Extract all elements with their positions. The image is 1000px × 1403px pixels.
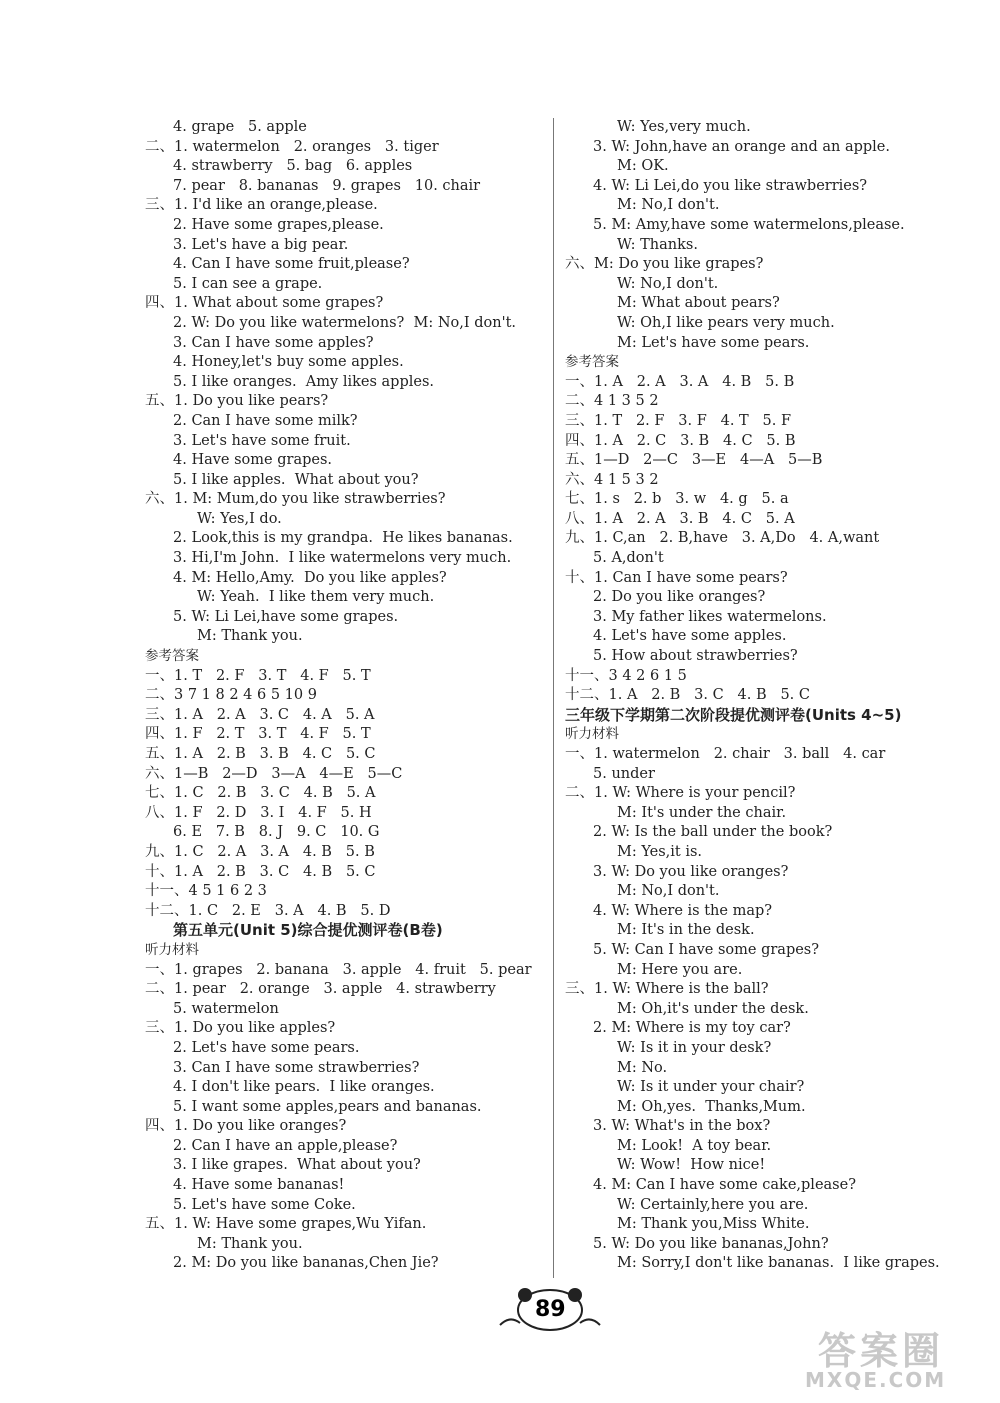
section-subheading: 参考答案 — [145, 648, 199, 665]
text-line: W: Wow! How nice! — [617, 1157, 766, 1174]
text-line: 三、1. T 2. F 3. F 4. T 5. F — [565, 412, 792, 429]
text-line: 6. E 7. B 8. J 9. C 10. G — [173, 824, 380, 841]
text-line: 十一、4 5 1 6 2 3 — [145, 883, 267, 900]
section-subheading: 听力材料 — [145, 941, 199, 958]
page-number: 89 — [535, 1297, 566, 1322]
text-line: 5. W: Do you like bananas,John? — [593, 1235, 829, 1252]
text-line: M: No,I don't. — [617, 197, 720, 214]
text-line: 5. under — [593, 765, 655, 782]
text-line: 八、1. F 2. D 3. I 4. F 5. H — [145, 804, 372, 821]
text-line: M: Oh,yes. Thanks,Mum. — [617, 1098, 806, 1115]
text-line: 二、3 7 1 8 2 4 6 5 10 9 — [145, 687, 317, 704]
text-line: W: Oh,I like pears very much. — [617, 314, 835, 331]
text-line: 四、1. A 2. C 3. B 4. C 5. B — [565, 432, 796, 449]
watermark-text-bottom: MXQE.COM — [805, 1368, 947, 1392]
text-line: W: Yes,I do. — [197, 510, 282, 527]
text-line: 2. Let's have some pears. — [173, 1039, 360, 1056]
text-line: 2. Can I have an apple,please? — [173, 1137, 398, 1154]
text-line: 5. W: Li Lei,have some grapes. — [173, 608, 399, 625]
text-line: 5. A,don't — [593, 550, 664, 567]
text-line: 5. W: Can I have some grapes? — [593, 941, 820, 958]
text-line: 2. Do you like oranges? — [593, 589, 766, 606]
text-line: 5. I like apples. What about you? — [173, 471, 419, 488]
text-line: M: Look! A toy bear. — [617, 1137, 772, 1154]
text-line: 十二、1. A 2. B 3. C 4. B 5. C — [565, 687, 810, 704]
text-line: 六、4 1 5 3 2 — [565, 471, 659, 488]
text-line: W: No,I don't. — [617, 275, 719, 292]
text-line: 5. I want some apples,pears and bananas. — [173, 1098, 482, 1115]
watermark-logo — [800, 1320, 985, 1395]
text-line: 七、1. C 2. B 3. C 4. B 5. A — [145, 785, 376, 802]
column-divider — [553, 118, 554, 1278]
text-line: 2. W: Is the ball under the book? — [593, 824, 833, 841]
text-line: 三、1. Do you like apples? — [145, 1020, 336, 1037]
text-line: 4. Honey,let's buy some apples. — [173, 354, 404, 371]
text-line: 3. W: John,have an orange and an apple. — [593, 138, 890, 155]
text-line: M: Let's have some pears. — [617, 334, 810, 351]
left-column — [145, 118, 540, 1274]
text-line: 4. W: Li Lei,do you like strawberries? — [593, 177, 868, 194]
text-line: 2. M: Where is my toy car? — [593, 1020, 791, 1037]
text-line: 5. M: Amy,have some watermelons,please. — [593, 216, 905, 233]
text-line: 六、1—B 2—D 3—A 4—E 5—C — [145, 765, 403, 782]
text-line: 4. W: Where is the map? — [593, 902, 773, 919]
text-line: 2. M: Do you like bananas,Chen Jie? — [173, 1255, 439, 1272]
text-line: 四、1. What about some grapes? — [145, 295, 384, 312]
text-line: 3. W: What's in the box? — [593, 1118, 771, 1135]
text-line: 十、1. Can I have some pears? — [565, 569, 788, 586]
section-subheading: 参考答案 — [565, 354, 619, 371]
text-line: M: Thank you,Miss White. — [617, 1216, 810, 1233]
text-line: W: Is it under your chair? — [617, 1079, 805, 1096]
text-line: M: Oh,it's under the desk. — [617, 1000, 809, 1017]
section-title: 三年级下学期第二次阶段提优测评卷(Units 4~5) — [565, 705, 902, 724]
text-line: 二、1. watermelon 2. oranges 3. tiger — [145, 138, 439, 155]
text-line: 一、1. A 2. A 3. A 4. B 5. B — [565, 373, 795, 390]
text-line: W: Thanks. — [617, 236, 698, 253]
text-line: 四、1. F 2. T 3. T 4. F 5. T — [145, 726, 371, 743]
text-line: 九、1. C,an 2. B,have 3. A,Do 4. A,want — [565, 530, 880, 547]
page-footer — [495, 1285, 605, 1335]
text-line: 八、1. A 2. A 3. B 4. C 5. A — [565, 510, 795, 527]
text-line: M: It's under the chair. — [617, 804, 787, 821]
text-line: 4. Have some bananas! — [173, 1177, 345, 1194]
right-column — [565, 118, 975, 1274]
text-line: 九、1. C 2. A 3. A 4. B 5. B — [145, 843, 375, 860]
text-line: 3. My father likes watermelons. — [593, 608, 827, 625]
text-line: W: Is it in your desk? — [617, 1039, 772, 1056]
text-line: 5. How about strawberries? — [593, 648, 798, 665]
text-line: 五、1. W: Have some grapes,Wu Yifan. — [145, 1216, 427, 1233]
text-line: 一、1. grapes 2. banana 3. apple 4. fruit 5. pear — [145, 961, 532, 978]
text-line: 5. watermelon — [173, 1000, 279, 1017]
watermark-text-top: 答案圈 — [818, 1329, 945, 1373]
text-line: 3. Can I have some strawberries? — [173, 1059, 420, 1076]
text-line: 十二、1. C 2. E 3. A 4. B 5. D — [145, 902, 391, 919]
text-line: 3. Hi,I'm John. I like watermelons very much. — [173, 550, 512, 567]
text-line: 5. I like oranges. Amy likes apples. — [173, 373, 434, 390]
text-line: M: Sorry,I don't like bananas. I like grapes. — [617, 1255, 940, 1272]
text-line: 十一、3 4 2 6 1 5 — [565, 667, 687, 684]
text-line: 4. grape 5. apple — [173, 119, 307, 135]
text-line: 二、4 1 3 5 2 — [565, 393, 659, 410]
text-line: 4. Have some grapes. — [173, 452, 332, 469]
text-line: 3. Let's have a big pear. — [173, 236, 349, 253]
text-line: 三、1. I'd like an orange,please. — [145, 197, 378, 214]
text-line: 3. W: Do you like oranges? — [593, 863, 789, 880]
text-line: 4. M: Hello,Amy. Do you like apples? — [173, 569, 447, 586]
text-line: W: Certainly,here you are. — [617, 1196, 809, 1213]
text-line: 十、1. A 2. B 3. C 4. B 5. C — [145, 863, 376, 880]
text-line: 二、1. pear 2. orange 3. apple 4. strawberry — [145, 981, 496, 998]
section-title: 第五单元(Unit 5)综合提优测评卷(B卷) — [173, 921, 443, 940]
text-line: 六、M: Do you like grapes? — [565, 256, 764, 273]
text-line: M: No. — [617, 1059, 668, 1076]
text-line: M: No,I don't. — [617, 883, 720, 900]
section-subheading: 听力材料 — [565, 726, 619, 743]
text-line: 五、1—D 2—C 3—E 4—A 5—B — [565, 452, 823, 469]
text-line: 2. Can I have some milk? — [173, 412, 358, 429]
text-line: 五、1. A 2. B 3. B 4. C 5. C — [145, 746, 376, 762]
text-line: 六、1. M: Mum,do you like strawberries? — [145, 491, 446, 508]
text-line: 五、1. Do you like pears? — [145, 393, 329, 410]
text-line: 2. Look,this is my grandpa. He likes bananas. — [173, 530, 513, 547]
text-line: 二、1. W: Where is your pencil? — [565, 785, 796, 802]
text-line: M: OK. — [617, 158, 669, 175]
text-line: W: Yes,very much. — [617, 119, 751, 135]
text-line: 2. W: Do you like watermelons? M: No,I don't. — [173, 314, 517, 331]
text-line: 一、1. T 2. F 3. T 4. F 5. T — [145, 667, 371, 684]
text-line: 7. pear 8. bananas 9. grapes 10. chair — [173, 177, 481, 194]
text-line: 4. M: Can I have some cake,please? — [593, 1177, 856, 1194]
text-line: 4. Can I have some fruit,please? — [173, 256, 410, 273]
text-line: 3. I like grapes. What about you? — [173, 1157, 421, 1174]
text-line: M: Yes,it is. — [617, 843, 703, 860]
text-line: W: Yeah. I like them very much. — [197, 589, 435, 606]
text-line: M: Here you are. — [617, 961, 743, 978]
text-line: 七、1. s 2. b 3. w 4. g 5. a — [565, 491, 789, 508]
text-line: 4. I don't like pears. I like oranges. — [173, 1079, 435, 1096]
text-line: M: Thank you. — [197, 628, 303, 645]
text-line: M: What about pears? — [617, 295, 780, 312]
text-line: 4. Let's have some apples. — [593, 628, 787, 645]
text-line: 一、1. watermelon 2. chair 3. ball 4. car — [565, 746, 886, 762]
text-line: 四、1. Do you like oranges? — [145, 1118, 347, 1135]
text-line: M: It's in the desk. — [617, 922, 755, 939]
text-line: 4. strawberry 5. bag 6. apples — [173, 158, 413, 175]
text-line: 2. Have some grapes,please. — [173, 216, 384, 233]
text-line: 5. I can see a grape. — [173, 275, 323, 292]
text-line: 三、1. A 2. A 3. C 4. A 5. A — [145, 706, 375, 723]
text-line: 三、1. W: Where is the ball? — [565, 981, 769, 998]
text-line: 3. Can I have some apples? — [173, 334, 374, 351]
text-line: 3. Let's have some fruit. — [173, 432, 351, 449]
text-line: 5. Let's have some Coke. — [173, 1196, 356, 1213]
text-line: M: Thank you. — [197, 1235, 303, 1252]
